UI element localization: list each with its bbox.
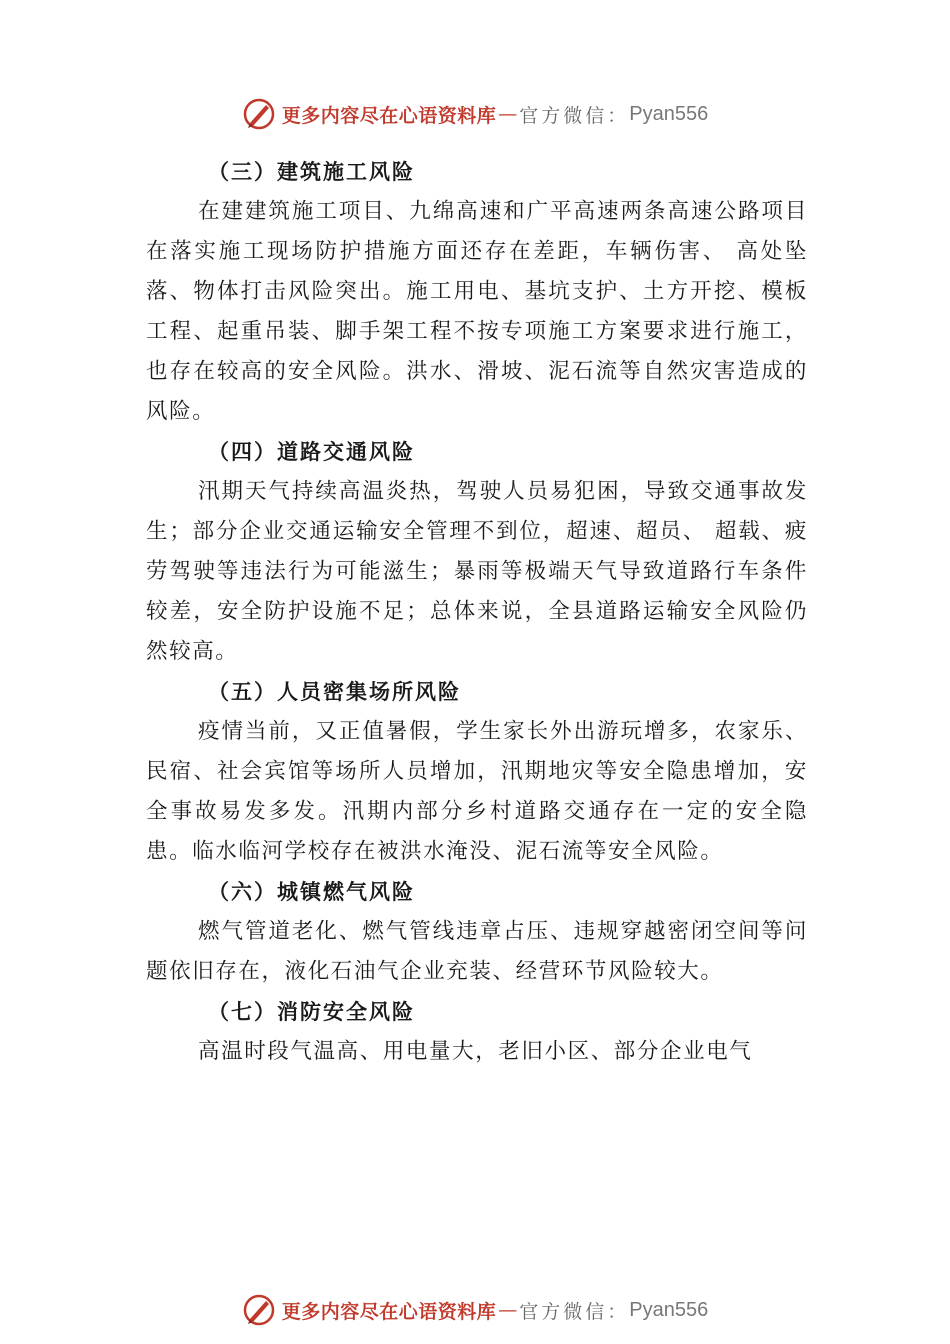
banner-label: 官方微信：	[519, 1300, 630, 1323]
banner-main-text: 更多内容尽在心语资料库	[281, 1300, 497, 1323]
section-heading-5: （五）人员密集场所风险	[208, 679, 461, 704]
footer-banner	[0, 1290, 950, 1330]
banner-label: 官方微信：	[519, 104, 630, 127]
section-paragraph-7: 高温时段气温高、用电量大，老旧小区、部分企业电气	[198, 1039, 753, 1064]
banner-separator: —	[498, 103, 518, 125]
banner-separator: —	[498, 1299, 518, 1321]
banner-wechat-id: Pyan556	[629, 102, 709, 125]
pen-logo-icon	[242, 1293, 276, 1327]
section-paragraph-6: 燃气管道老化、燃气管线违章占压、违规穿越密闭空间等问题依旧存在，液化石油气企业充装、经营环节风险较大。	[146, 919, 808, 984]
section-paragraph-4: 汛期天气持续高温炎热，驾驶人员易犯困，导致交通事故发生；部分企业交通运输安全管理不到位，超速、超员、 超载、疲劳驾驶等违法行为可能滋生；暴雨等极端天气导致道路行车条件较差，安全防护设施不足；总体来说，全县道路运输安全风险仍然较高。	[146, 479, 808, 664]
document-body	[146, 152, 808, 1072]
section-heading-7: （七）消防安全风险	[208, 999, 415, 1024]
banner-wechat-id: Pyan556	[629, 1298, 709, 1321]
section-heading-6: （六）城镇燃气风险	[208, 879, 415, 904]
section-paragraph-5: 疫情当前，又正值暑假，学生家长外出游玩增多，农家乐、民宿、社会宾馆等场所人员增加，汛期地灾等安全隐患增加，安全事故易发多发。汛期内部分乡村道路交通存在一定的安全隐患。临水临河学校存在被洪水淹没、泥石流等安全风险。	[146, 719, 808, 864]
banner-main-text: 更多内容尽在心语资料库	[281, 104, 497, 127]
section-heading-3: （三）建筑施工风险	[208, 159, 415, 184]
header-banner	[0, 94, 950, 134]
pen-logo-icon	[242, 97, 276, 131]
section-heading-4: （四）道路交通风险	[208, 439, 415, 464]
section-paragraph-3: 在建建筑施工项目、九绵高速和广平高速两条高速公路项目在落实施工现场防护措施方面还存在差距，车辆伤害、 高处坠落、物体打击风险突出。施工用电、基坑支护、土方开挖、模板工程、起重吊装、脚手架工程不按专项施工方案要求进行施工，也存在较高的安全风险。洪水、滑坡、泥石流等自然灾害造成的风险。	[146, 199, 808, 424]
